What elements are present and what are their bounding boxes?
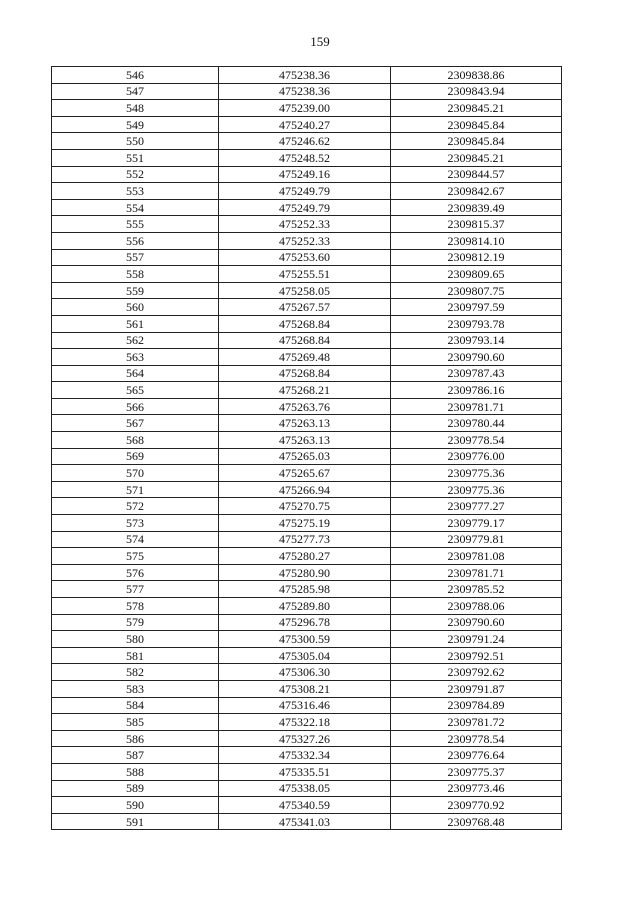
y-coordinate-cell: 2309770.92 — [391, 797, 562, 814]
x-coordinate-cell: 475332.34 — [219, 747, 391, 764]
point-number-cell: 567 — [52, 415, 219, 432]
point-number-cell: 578 — [52, 598, 219, 615]
point-number-cell: 577 — [52, 581, 219, 598]
x-coordinate-cell: 475263.76 — [219, 398, 391, 415]
y-coordinate-cell: 2309793.78 — [391, 315, 562, 332]
table-row — [52, 232, 562, 249]
table-row — [52, 83, 562, 100]
y-coordinate-cell: 2309781.72 — [391, 714, 562, 731]
point-number-cell: 571 — [52, 481, 219, 498]
point-number-cell: 581 — [52, 647, 219, 664]
point-number-cell: 558 — [52, 266, 219, 283]
x-coordinate-cell: 475300.59 — [219, 631, 391, 648]
x-coordinate-cell: 475238.36 — [219, 67, 391, 84]
x-coordinate-cell: 475252.33 — [219, 216, 391, 233]
table-row — [52, 199, 562, 216]
point-number-cell: 563 — [52, 349, 219, 366]
point-number-cell: 564 — [52, 365, 219, 382]
table-row — [52, 548, 562, 565]
table-row — [52, 398, 562, 415]
y-coordinate-cell: 2309812.19 — [391, 249, 562, 266]
y-coordinate-cell: 2309775.36 — [391, 465, 562, 482]
x-coordinate-cell: 475255.51 — [219, 266, 391, 283]
y-coordinate-cell: 2309776.64 — [391, 747, 562, 764]
y-coordinate-cell: 2309842.67 — [391, 183, 562, 200]
table-row — [52, 714, 562, 731]
y-coordinate-cell: 2309790.60 — [391, 614, 562, 631]
x-coordinate-cell: 475249.79 — [219, 199, 391, 216]
table-row — [52, 133, 562, 150]
y-coordinate-cell: 2309787.43 — [391, 365, 562, 382]
table-row — [52, 432, 562, 449]
x-coordinate-cell: 475280.27 — [219, 548, 391, 565]
x-coordinate-cell: 475268.84 — [219, 315, 391, 332]
x-coordinate-cell: 475249.79 — [219, 183, 391, 200]
table-row — [52, 266, 562, 283]
point-number-cell: 582 — [52, 664, 219, 681]
x-coordinate-cell: 475249.16 — [219, 166, 391, 183]
y-coordinate-cell: 2309809.65 — [391, 266, 562, 283]
y-coordinate-cell: 2309786.16 — [391, 382, 562, 399]
x-coordinate-cell: 475265.67 — [219, 465, 391, 482]
table-row — [52, 664, 562, 681]
point-number-cell: 586 — [52, 730, 219, 747]
x-coordinate-cell: 475289.80 — [219, 598, 391, 615]
x-coordinate-cell: 475340.59 — [219, 797, 391, 814]
y-coordinate-cell: 2309781.71 — [391, 398, 562, 415]
y-coordinate-cell: 2309792.51 — [391, 647, 562, 664]
point-number-cell: 560 — [52, 299, 219, 316]
point-number-cell: 573 — [52, 515, 219, 532]
y-coordinate-cell: 2309780.44 — [391, 415, 562, 432]
x-coordinate-cell: 475335.51 — [219, 763, 391, 780]
point-number-cell: 589 — [52, 780, 219, 797]
point-number-cell: 550 — [52, 133, 219, 150]
table-row — [52, 465, 562, 482]
y-coordinate-cell: 2309781.08 — [391, 548, 562, 565]
table-row — [52, 515, 562, 532]
point-number-cell: 561 — [52, 315, 219, 332]
table-row — [52, 415, 562, 432]
table-row — [52, 813, 562, 830]
x-coordinate-cell: 475246.62 — [219, 133, 391, 150]
point-number-cell: 565 — [52, 382, 219, 399]
point-number-cell: 587 — [52, 747, 219, 764]
y-coordinate-cell: 2309790.60 — [391, 349, 562, 366]
x-coordinate-cell: 475248.52 — [219, 149, 391, 166]
point-number-cell: 553 — [52, 183, 219, 200]
y-coordinate-cell: 2309775.37 — [391, 763, 562, 780]
table-row — [52, 332, 562, 349]
y-coordinate-cell: 2309807.75 — [391, 282, 562, 299]
x-coordinate-cell: 475306.30 — [219, 664, 391, 681]
point-number-cell: 580 — [52, 631, 219, 648]
coordinates-table — [51, 66, 562, 830]
x-coordinate-cell: 475338.05 — [219, 780, 391, 797]
coordinates-table-body — [52, 67, 562, 830]
x-coordinate-cell: 475239.00 — [219, 100, 391, 117]
x-coordinate-cell: 475308.21 — [219, 680, 391, 697]
y-coordinate-cell: 2309791.87 — [391, 680, 562, 697]
table-row — [52, 730, 562, 747]
table-row — [52, 647, 562, 664]
y-coordinate-cell: 2309785.52 — [391, 581, 562, 598]
point-number-cell: 556 — [52, 232, 219, 249]
point-number-cell: 568 — [52, 432, 219, 449]
point-number-cell: 554 — [52, 199, 219, 216]
point-number-cell: 566 — [52, 398, 219, 415]
table-row — [52, 349, 562, 366]
table-row — [52, 183, 562, 200]
table-row — [52, 67, 562, 84]
x-coordinate-cell: 475263.13 — [219, 415, 391, 432]
y-coordinate-cell: 2309793.14 — [391, 332, 562, 349]
table-row — [52, 564, 562, 581]
table-row — [52, 481, 562, 498]
y-coordinate-cell: 2309792.62 — [391, 664, 562, 681]
point-number-cell: 572 — [52, 498, 219, 515]
y-coordinate-cell: 2309839.49 — [391, 199, 562, 216]
table-row — [52, 149, 562, 166]
y-coordinate-cell: 2309784.89 — [391, 697, 562, 714]
table-row — [52, 531, 562, 548]
table-row — [52, 166, 562, 183]
point-number-cell: 576 — [52, 564, 219, 581]
y-coordinate-cell: 2309778.54 — [391, 432, 562, 449]
point-number-cell: 557 — [52, 249, 219, 266]
point-number-cell: 569 — [52, 448, 219, 465]
table-row — [52, 614, 562, 631]
table-row — [52, 100, 562, 117]
table-row — [52, 797, 562, 814]
x-coordinate-cell: 475238.36 — [219, 83, 391, 100]
x-coordinate-cell: 475266.94 — [219, 481, 391, 498]
y-coordinate-cell: 2309777.27 — [391, 498, 562, 515]
y-coordinate-cell: 2309845.84 — [391, 116, 562, 133]
point-number-cell: 591 — [52, 813, 219, 830]
x-coordinate-cell: 475253.60 — [219, 249, 391, 266]
point-number-cell: 562 — [52, 332, 219, 349]
x-coordinate-cell: 475258.05 — [219, 282, 391, 299]
table-row — [52, 365, 562, 382]
table-row — [52, 282, 562, 299]
y-coordinate-cell: 2309838.86 — [391, 67, 562, 84]
x-coordinate-cell: 475285.98 — [219, 581, 391, 598]
point-number-cell: 548 — [52, 100, 219, 117]
y-coordinate-cell: 2309845.84 — [391, 133, 562, 150]
table-row — [52, 581, 562, 598]
point-number-cell: 549 — [52, 116, 219, 133]
table-row — [52, 631, 562, 648]
table-row — [52, 498, 562, 515]
y-coordinate-cell: 2309779.81 — [391, 531, 562, 548]
x-coordinate-cell: 475265.03 — [219, 448, 391, 465]
y-coordinate-cell: 2309814.10 — [391, 232, 562, 249]
y-coordinate-cell: 2309773.46 — [391, 780, 562, 797]
point-number-cell: 570 — [52, 465, 219, 482]
x-coordinate-cell: 475305.04 — [219, 647, 391, 664]
table-row — [52, 299, 562, 316]
x-coordinate-cell: 475269.48 — [219, 349, 391, 366]
y-coordinate-cell: 2309843.94 — [391, 83, 562, 100]
x-coordinate-cell: 475240.27 — [219, 116, 391, 133]
x-coordinate-cell: 475263.13 — [219, 432, 391, 449]
x-coordinate-cell: 475327.26 — [219, 730, 391, 747]
table-row — [52, 448, 562, 465]
y-coordinate-cell: 2309788.06 — [391, 598, 562, 615]
point-number-cell: 555 — [52, 216, 219, 233]
x-coordinate-cell: 475267.57 — [219, 299, 391, 316]
x-coordinate-cell: 475277.73 — [219, 531, 391, 548]
y-coordinate-cell: 2309779.17 — [391, 515, 562, 532]
table-row — [52, 116, 562, 133]
y-coordinate-cell: 2309778.54 — [391, 730, 562, 747]
point-number-cell: 585 — [52, 714, 219, 731]
point-number-cell: 546 — [52, 67, 219, 84]
point-number-cell: 559 — [52, 282, 219, 299]
table-row — [52, 680, 562, 697]
table-row — [52, 747, 562, 764]
page-number: 159 — [310, 34, 330, 49]
table-row — [52, 216, 562, 233]
y-coordinate-cell: 2309845.21 — [391, 100, 562, 117]
table-row — [52, 763, 562, 780]
x-coordinate-cell: 475252.33 — [219, 232, 391, 249]
y-coordinate-cell: 2309844.57 — [391, 166, 562, 183]
table-row — [52, 598, 562, 615]
table-row — [52, 382, 562, 399]
table-row — [52, 249, 562, 266]
x-coordinate-cell: 475270.75 — [219, 498, 391, 515]
point-number-cell: 584 — [52, 697, 219, 714]
x-coordinate-cell: 475268.84 — [219, 332, 391, 349]
x-coordinate-cell: 475341.03 — [219, 813, 391, 830]
point-number-cell: 579 — [52, 614, 219, 631]
point-number-cell: 552 — [52, 166, 219, 183]
point-number-cell: 590 — [52, 797, 219, 814]
table-row — [52, 780, 562, 797]
x-coordinate-cell: 475268.84 — [219, 365, 391, 382]
x-coordinate-cell: 475322.18 — [219, 714, 391, 731]
table-row — [52, 315, 562, 332]
y-coordinate-cell: 2309776.00 — [391, 448, 562, 465]
x-coordinate-cell: 475268.21 — [219, 382, 391, 399]
point-number-cell: 574 — [52, 531, 219, 548]
point-number-cell: 588 — [52, 763, 219, 780]
y-coordinate-cell: 2309791.24 — [391, 631, 562, 648]
y-coordinate-cell: 2309815.37 — [391, 216, 562, 233]
point-number-cell: 583 — [52, 680, 219, 697]
y-coordinate-cell: 2309775.36 — [391, 481, 562, 498]
x-coordinate-cell: 475275.19 — [219, 515, 391, 532]
y-coordinate-cell: 2309797.59 — [391, 299, 562, 316]
x-coordinate-cell: 475316.46 — [219, 697, 391, 714]
point-number-cell: 575 — [52, 548, 219, 565]
point-number-cell: 547 — [52, 83, 219, 100]
y-coordinate-cell: 2309768.48 — [391, 813, 562, 830]
x-coordinate-cell: 475296.78 — [219, 614, 391, 631]
y-coordinate-cell: 2309845.21 — [391, 149, 562, 166]
y-coordinate-cell: 2309781.71 — [391, 564, 562, 581]
table-row — [52, 697, 562, 714]
point-number-cell: 551 — [52, 149, 219, 166]
x-coordinate-cell: 475280.90 — [219, 564, 391, 581]
